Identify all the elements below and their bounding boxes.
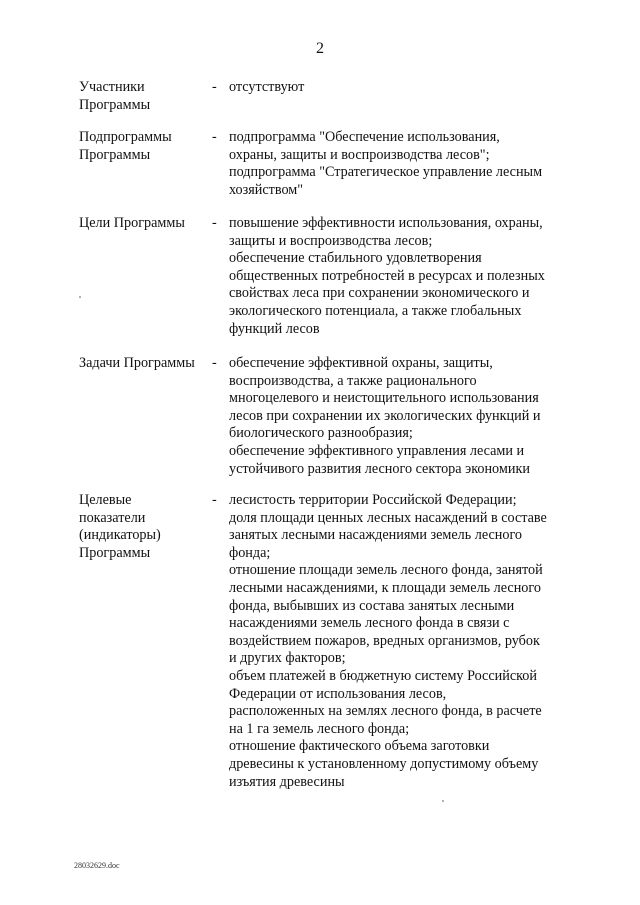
value-line: свойствах леса при сохранении экономического и bbox=[229, 285, 530, 302]
value-line: отношение фактического объема заготовки bbox=[229, 738, 490, 755]
row-value bbox=[229, 492, 589, 791]
row-dash: - bbox=[212, 79, 217, 95]
value-line: экологического потенциала, а также глобальных bbox=[229, 302, 522, 319]
value-line: биологического разнообразия; bbox=[229, 425, 413, 442]
label-line: Подпрограммы bbox=[79, 129, 172, 145]
value-line: обеспечение эффективного управления лесами и bbox=[229, 442, 525, 459]
value-line: подпрограмма "Стратегическое управление лесным bbox=[229, 164, 543, 181]
value-line: изъятия древесины bbox=[229, 773, 345, 790]
value-line: охраны, защиты и воспроизводства лесов"; bbox=[229, 146, 490, 163]
value-line: Федерации от использования лесов, bbox=[229, 685, 447, 702]
label-line: Задачи Программы bbox=[79, 355, 195, 371]
label-line: Программы bbox=[79, 544, 151, 561]
row-value bbox=[229, 355, 589, 478]
scan-speck bbox=[442, 800, 444, 802]
label-line: Цели Программы bbox=[79, 215, 185, 231]
label-line: Участники bbox=[79, 79, 145, 95]
footer-filename: 28032629.doc bbox=[74, 861, 120, 870]
row-dash: - bbox=[212, 129, 217, 145]
value-line: воздействием пожаров, вредных организмов, рубок bbox=[229, 632, 540, 649]
value-line: обеспечение эффективной охраны, защиты, bbox=[229, 355, 493, 371]
label-line: показатели bbox=[79, 509, 146, 526]
value-line: подпрограмма "Обеспечение использования, bbox=[229, 129, 500, 145]
value-line: насаждениями земель лесного фонда в связи с bbox=[229, 615, 510, 632]
row-dash: - bbox=[212, 215, 217, 231]
row-value bbox=[229, 79, 589, 97]
value-line: занятых лесными насаждениями земель лесного bbox=[229, 527, 523, 544]
scan-speck bbox=[79, 296, 81, 298]
value-line: отсутствуют bbox=[229, 79, 305, 95]
row-value bbox=[229, 129, 589, 199]
value-line: и других факторов; bbox=[229, 650, 346, 667]
label-line: Программы bbox=[79, 146, 151, 163]
value-line: обеспечение стабильного удовлетворения bbox=[229, 250, 482, 267]
page-number: 2 bbox=[316, 40, 324, 57]
label-line: (индикаторы) bbox=[79, 527, 161, 544]
value-line: древесины к установленному допустимому объему bbox=[229, 755, 539, 772]
row-label bbox=[79, 129, 207, 164]
value-line: лесов при сохранении их экологических функций и bbox=[229, 407, 541, 424]
value-line: воспроизводства, а также рационального bbox=[229, 372, 477, 389]
value-line: защиты и воспроизводства лесов; bbox=[229, 232, 433, 249]
value-line: фонда; bbox=[229, 544, 271, 561]
value-line: хозяйством" bbox=[229, 181, 304, 198]
value-line: на 1 га земель лесного фонда; bbox=[229, 720, 410, 737]
label-line: Программы bbox=[79, 96, 151, 113]
value-line: функций лесов bbox=[229, 320, 320, 337]
value-line: повышение эффективности использования, охраны, bbox=[229, 215, 543, 231]
value-line: фонда, выбывших из состава занятых лесными bbox=[229, 597, 515, 614]
value-line: отношение площади земель лесного фонда, занятой bbox=[229, 562, 543, 579]
row-value bbox=[229, 215, 589, 338]
value-line: расположенных на землях лесного фонда, в расчете bbox=[229, 703, 542, 720]
value-line: лесными насаждениями, к площади земель лесного bbox=[229, 579, 541, 596]
row-label bbox=[79, 492, 207, 562]
value-line: объем платежей в бюджетную систему Российской bbox=[229, 667, 537, 684]
value-line: общественных потребностей в ресурсах и полезных bbox=[229, 267, 545, 284]
row-dash: - bbox=[212, 355, 217, 371]
row-dash: - bbox=[212, 492, 217, 508]
value-line: доля площади ценных лесных насаждений в составе bbox=[229, 509, 547, 526]
value-line: лесистость территории Российской Федерации; bbox=[229, 492, 517, 508]
label-line: Целевые bbox=[79, 492, 132, 508]
row-label bbox=[79, 355, 207, 373]
row-label bbox=[79, 215, 207, 233]
row-label bbox=[79, 79, 207, 114]
value-line: многоцелевого и неистощительного использования bbox=[229, 390, 539, 407]
value-line: устойчивого развития лесного сектора экономики bbox=[229, 460, 530, 477]
